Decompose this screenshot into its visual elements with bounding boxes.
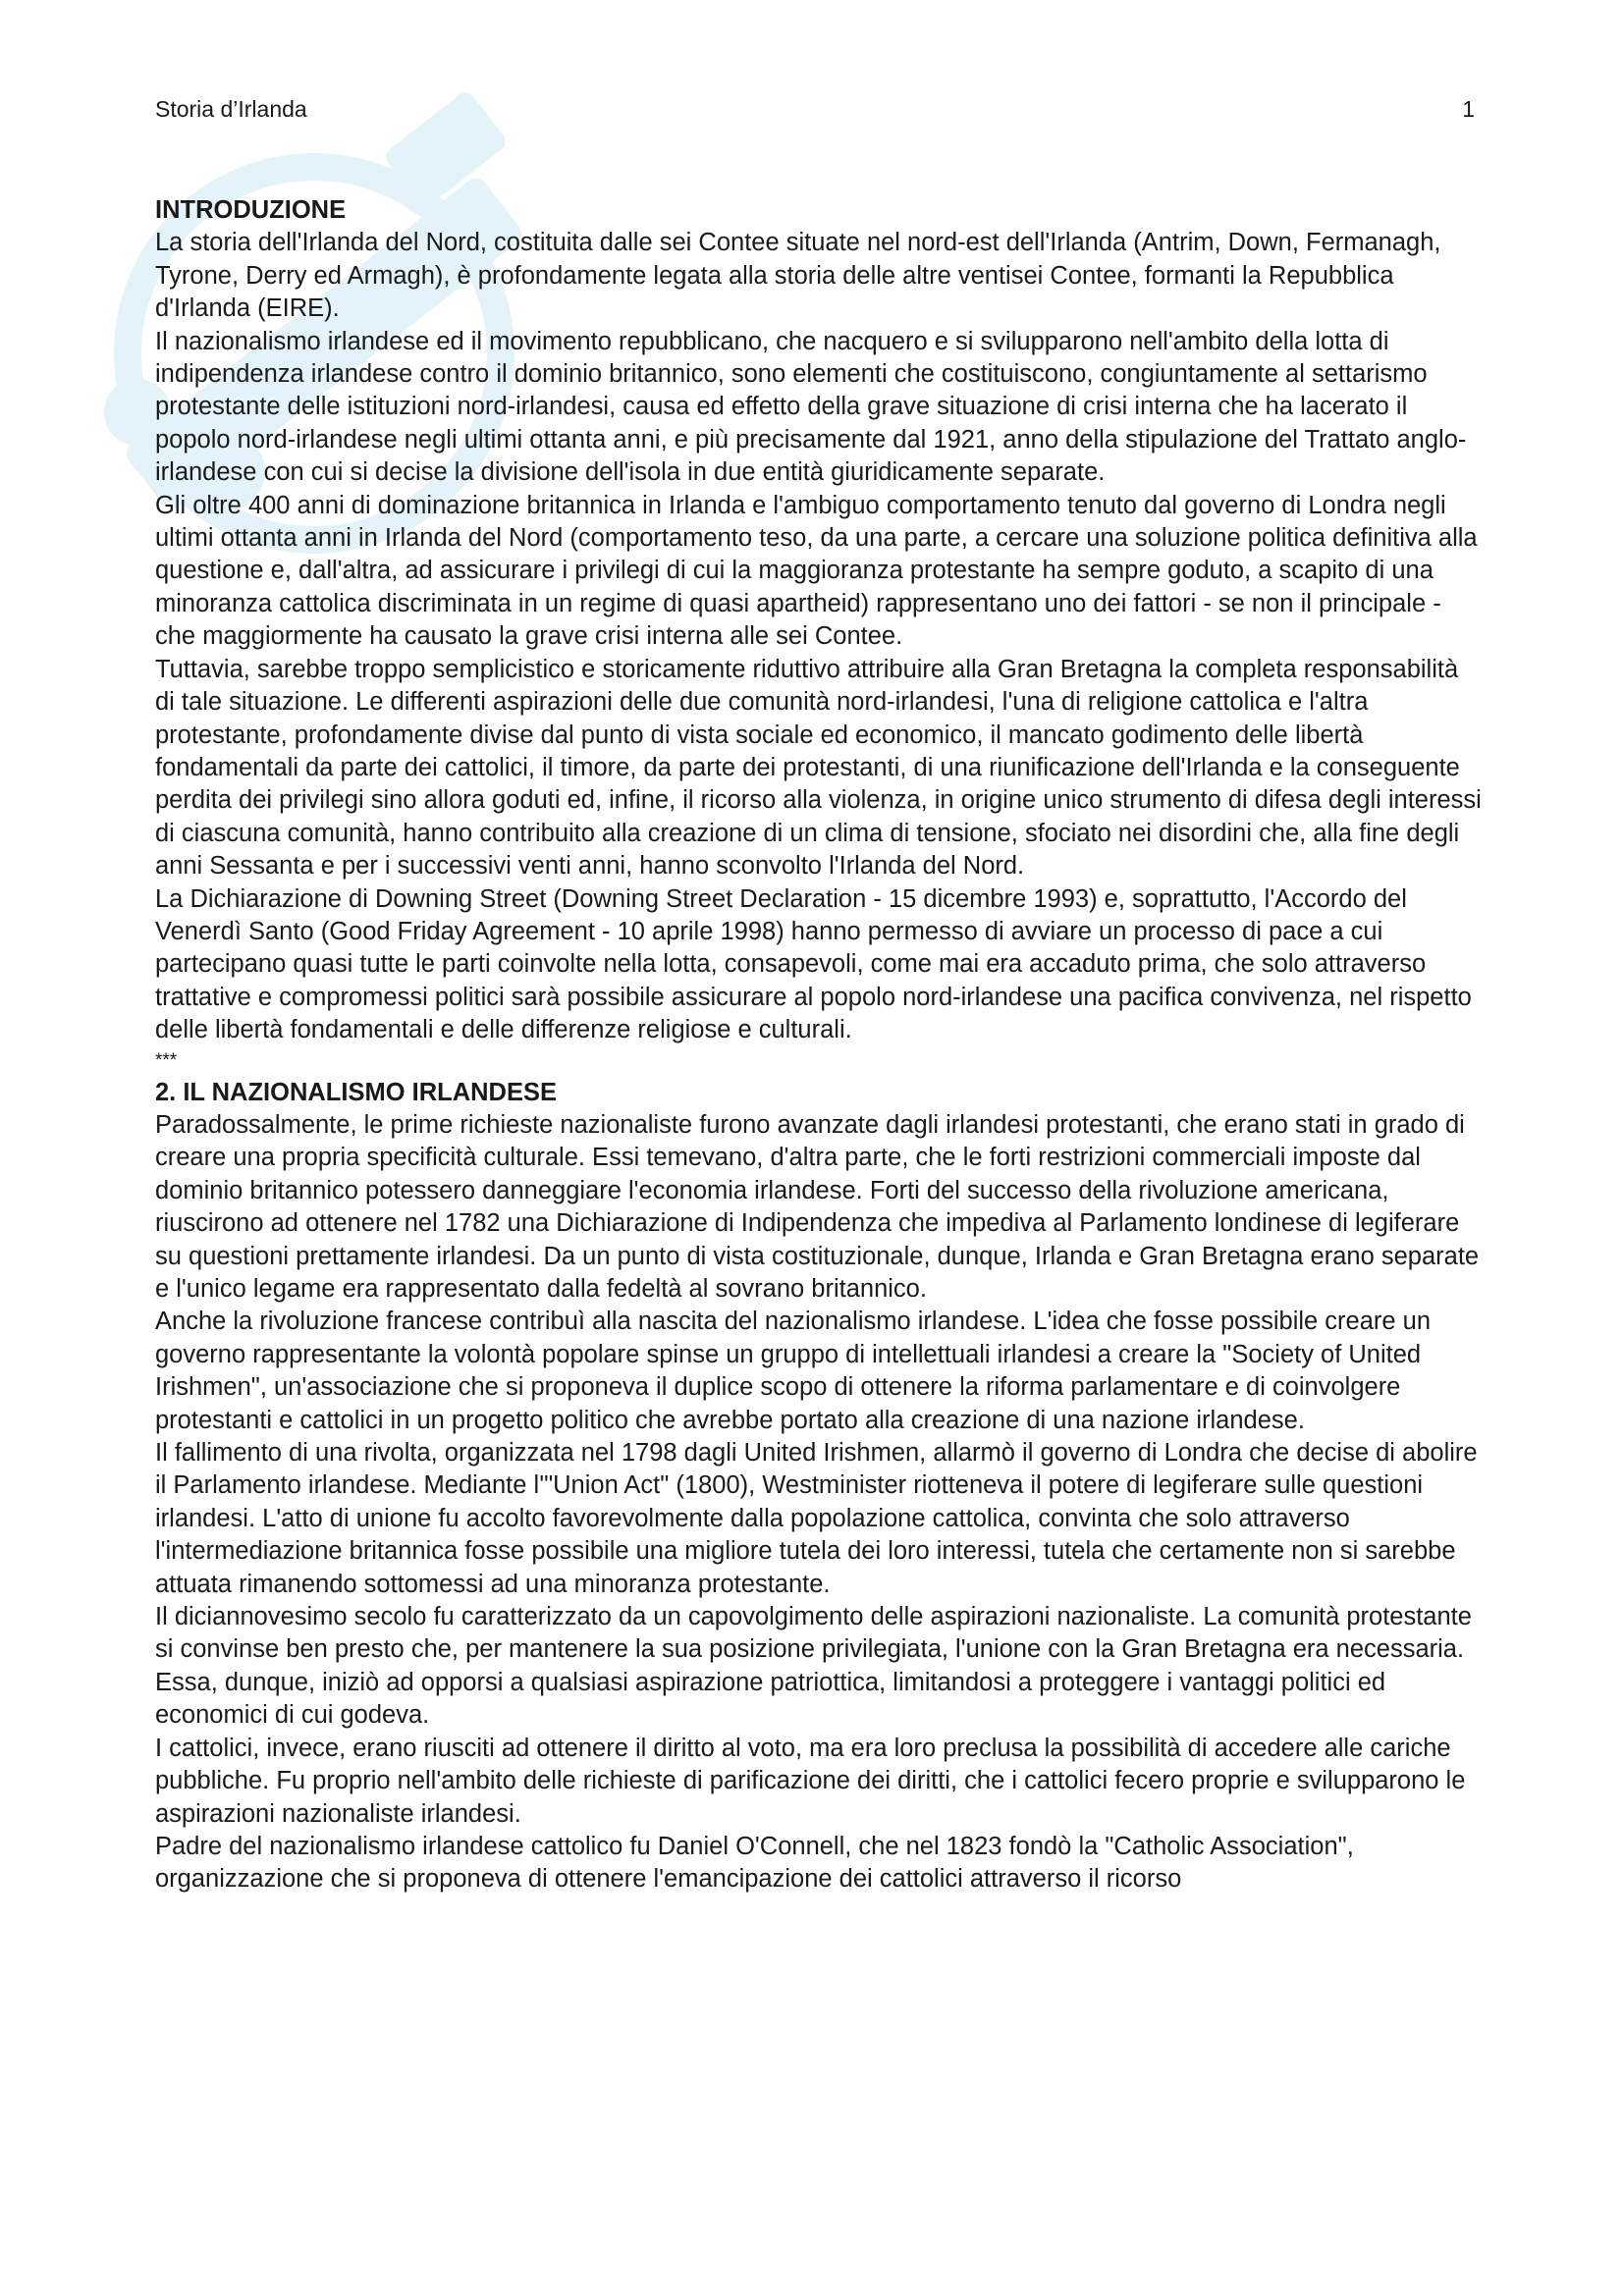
section-title: INTRODUZIONE	[155, 196, 347, 224]
running-title: Storia d’Irlanda	[155, 96, 307, 122]
paragraph: La Dichiarazione di Downing Street (Downing Street Declaration - 15 dicembre 1993) e, soprattutto, l'Accordo del Venerdì Santo (Good Friday Agreement - 10 aprile 1998) hanno permesso di avviare un processo di pace a cui partecipano quasi tutte le parti coinvolte nella lotta, consapevoli, come mai era accaduto prima, che solo attraverso trattative e compromessi politici sarà possibile assicurare al popolo nord-irlandese una pacifica convivenza, nel rispetto delle libertà fondamentali e delle differenze religiose e culturali.	[155, 884, 1472, 1044]
page-number: 1	[1462, 96, 1475, 122]
page-header	[155, 96, 1475, 132]
paragraph: I cattolici, invece, erano riusciti ad ottenere il diritto al voto, ma era loro preclusa la possibilità di accedere alle cariche pubbliche. Fu proprio nell'ambito delle richieste di parificazione dei diritti, che i cattolici fecero proprie e svilupparono le aspirazioni nazionaliste irlandesi.	[155, 1734, 1466, 1828]
paragraph: Anche la rivoluzione francese contribuì alla nascita del nazionalismo irlandese. L'idea che fosse possibile creare un governo rappresentante la volontà popolare spinse un gruppo di intellettuali irlandesi a creare la "Society of United Irishmen", un'associazione che si proponeva il duplice scopo di ottenere la riforma parlamentare e di coinvolgere protestanti e cattolici in un progetto politico che avrebbe portato alla creazione di una nazione irlandese.	[155, 1308, 1432, 1434]
paragraph: Il diciannovesimo secolo fu caratterizzato da un capovolgimento delle aspirazioni nazionaliste. La comunità protestante si convinse ben presto che, per mantenere la sua posizione privilegiata, l'unione con la Gran Bretagna era necessaria. Essa, dunque, iniziò ad opporsi a qualsiasi aspirazione patriottica, limitandosi a proteggere i vantaggi politici ed economici di cui godeva.	[155, 1603, 1472, 1730]
paragraph: Tuttavia, sarebbe troppo semplicistico e storicamente riduttivo attribuire alla Gran Bretagna la completa responsabilità di tale situazione. Le differenti aspirazioni delle due comunità nord-irlandesi, l'una di religione cattolica e l'altra protestante, profondamente divise dal punto di vista sociale ed economico, il mancato godimento delle libertà fondamentali da parte dei cattolici, il timore, da parte dei protestanti, di una riunificazione dell'Irlanda e la conseguente perdita dei privilegi sino allora goduti ed, infine, il ricorso alla violenza, in origine unico strumento di difesa degli interessi di ciascuna comunità, hanno contribuito alla creazione di un clima di tensione, sfociato nei disordini che, alla fine degli anni Sessanta e per i successivi venti anni, hanno sconvolto l'Irlanda del Nord.	[155, 655, 1482, 881]
paragraph: Il nazionalismo irlandese ed il movimento repubblicano, che nacquero e si svilupparono nell'ambito della lotta di indipendenza irlandese contro il dominio britannico, sono elementi che costituiscono, congiuntamente al settarismo protestante delle istituzioni nord-irlandesi, causa ed effetto della grave situazione di crisi interna che ha lacerato il popolo nord-irlandese negli ultimi ottanta anni, e più precisamente dal 1921, anno della stipulazione del Trattato anglo-irlandese con cui si decise la divisione dell'isola in due entità giuridicamente separate.	[155, 327, 1467, 487]
paragraph: Il fallimento di una rivolta, organizzata nel 1798 dagli United Irishmen, allarmò il governo di Londra che decise di abolire il Parlamento irlandese. Mediante l'"Union Act" (1800), Westminister riotteneva il potere di legiferare sulle questioni irlandesi. L'atto di unione fu accolto favorevolmente dalla popolazione cattolica, convinta che solo attraverso l'intermediazione britannica fosse possibile una migliore tutela dei loro interessi, tutela che certamente non si sarebbe attuata rimanendo sottomessi ad una minoranza protestante.	[155, 1439, 1478, 1598]
section-nazionalismo	[155, 1077, 1483, 1896]
section-introduzione	[155, 194, 1483, 1073]
paragraph: Gli oltre 400 anni di dominazione britannica in Irlanda e l'ambiguo comportamento tenuto dal governo di Londra negli ultimi ottanta anni in Irlanda del Nord (comportamento teso, da una parte, a cercare una soluzione politica definitiva alla questione e, dall'altra, ad assicurare i privilegi di cui la maggioranza protestante ha sempre goduto, a scapito di una minoranza cattolica discriminata in un regime di quasi apartheid) rappresentano uno dei fattori - se non il principale - che maggiormente ha causato la grave crisi interna alle sei Contee.	[155, 491, 1478, 651]
paragraph: La storia dell'Irlanda del Nord, costituita dalle sei Contee situate nel nord-est dell'Irlanda (Antrim, Down, Fermanagh, Tyrone, Derry ed Armagh), è profondamente legata alla storia delle altre ventisei Contee, formanti la Repubblica d'Irlanda (EIRE).	[155, 229, 1441, 323]
document-body	[155, 194, 1483, 1896]
paragraph: Padre del nazionalismo irlandese cattolico fu Daniel O'Connell, che nel 1823 fondò la "Catholic Association", organizzazione che si proponeva di ottenere l'emancipazione dei cattolici attraverso il ricorso	[155, 1832, 1354, 1894]
section-separator: ***	[155, 1049, 178, 1071]
paragraph: Paradossalmente, le prime richieste nazionaliste furono avanzate dagli irlandesi protestanti, che erano stati in grado di creare una propria specificità culturale. Essi temevano, d'altra parte, che le forti restrizioni commerciali imposte dal dominio britannico potessero danneggiare l'economia irlandese. Forti del successo della rivoluzione americana, riuscirono ad ottenere nel 1782 una Dichiarazione di Indipendenza che impediva al Parlamento londinese di legiferare su questioni prettamente irlandesi. Da un punto di vista costituzionale, dunque, Irlanda e Gran Bretagna erano separate e l'unico legame era rappresentato dalla fedeltà al sovrano britannico.	[155, 1110, 1480, 1303]
section-title: 2. IL NAZIONALISMO IRLANDESE	[155, 1078, 557, 1106]
